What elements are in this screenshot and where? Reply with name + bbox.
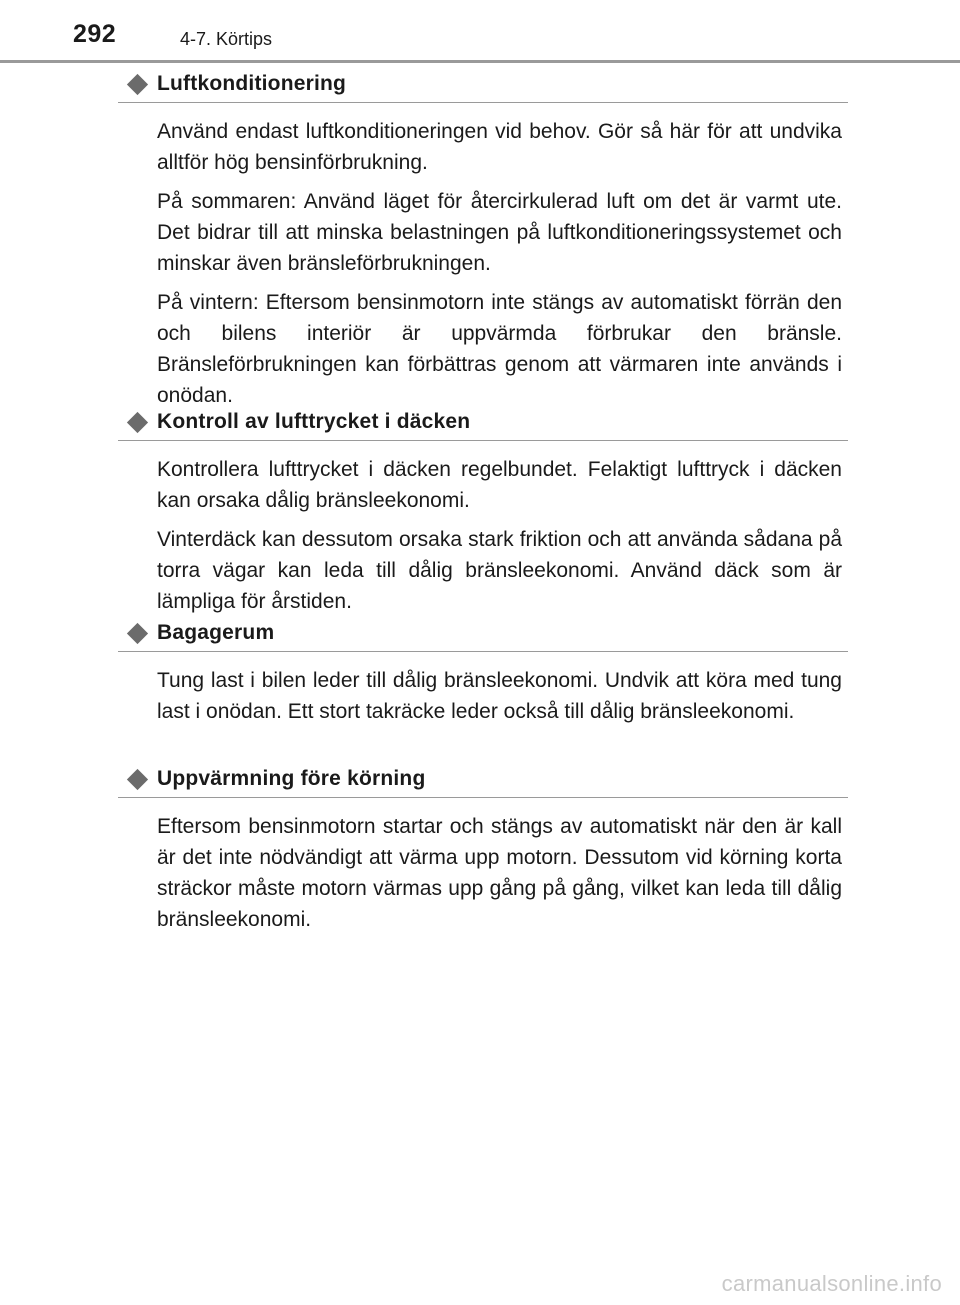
section-luggage [118, 619, 848, 735]
paragraph: Kontrollera lufttrycket i däcken regelbundet. Felaktigt lufttryck i däcken kan orsaka dålig bränsleekonomi. [157, 458, 842, 512]
diamond-bullet-icon [127, 74, 148, 95]
section-divider [118, 651, 848, 652]
paragraph: På sommaren: Använd läget för återcirkulerad luft om det är varmt ute. Det bidrar till att minska belastningen på luftkonditioneringssystemet och minskar även bränsleförbrukningen. [157, 190, 842, 275]
paragraph: Eftersom bensinmotorn startar och stängs av automatiskt när den är kall är det inte nödvändigt att värma upp motorn. Dessutom vid körning korta sträckor måste motorn värmas upp gång på gång, vilket kan leda till dålig bränsleekonomi. [157, 815, 842, 931]
page-header [0, 0, 960, 70]
chapter-title: 4-7. Körtips [180, 29, 273, 49]
section-air-conditioning [118, 70, 848, 419]
section-tire-pressure [118, 408, 848, 625]
section-heading [118, 70, 848, 104]
section-title: Bagagerum [157, 621, 275, 644]
header-divider [0, 60, 960, 63]
section-divider [118, 797, 848, 798]
watermark: carmanualsonline.info [721, 1271, 942, 1296]
section-divider [118, 440, 848, 441]
paragraph: Vinterdäck kan dessutom orsaka stark friktion och att använda sådana på torra vägar kan leda till dålig bränsleekonomi. Använd däck som är lämpliga för årstiden. [157, 528, 842, 613]
section-title: Kontroll av lufttrycket i däcken [157, 410, 471, 433]
section-title: Uppvärmning före körning [157, 767, 426, 790]
paragraph: Använd endast luftkonditioneringen vid behov. Gör så här för att undvika alltför hög bensinförbrukning. [157, 120, 842, 174]
diamond-bullet-icon [127, 769, 148, 790]
section-title: Luftkonditionering [157, 72, 347, 95]
diamond-bullet-icon [127, 623, 148, 644]
section-heading [118, 408, 848, 442]
section-heading [118, 619, 848, 653]
section-warm-up [118, 765, 848, 943]
paragraph: Tung last i bilen leder till dålig bränsleekonomi. Undvik att köra med tung last i onödan. Ett stort takräcke leder också till dålig bränsleekonomi. [157, 669, 842, 723]
paragraph: På vintern: Eftersom bensinmotorn inte stängs av automatiskt förrän den och bilens interiör är uppvärmda förbrukar den bränsle. Bränsleförbrukningen kan förbättras genom att värmaren inte används i onödan. [157, 291, 842, 407]
page-number: 292 [73, 20, 117, 48]
section-divider [118, 102, 848, 103]
diamond-bullet-icon [127, 412, 148, 433]
section-heading [118, 765, 848, 799]
